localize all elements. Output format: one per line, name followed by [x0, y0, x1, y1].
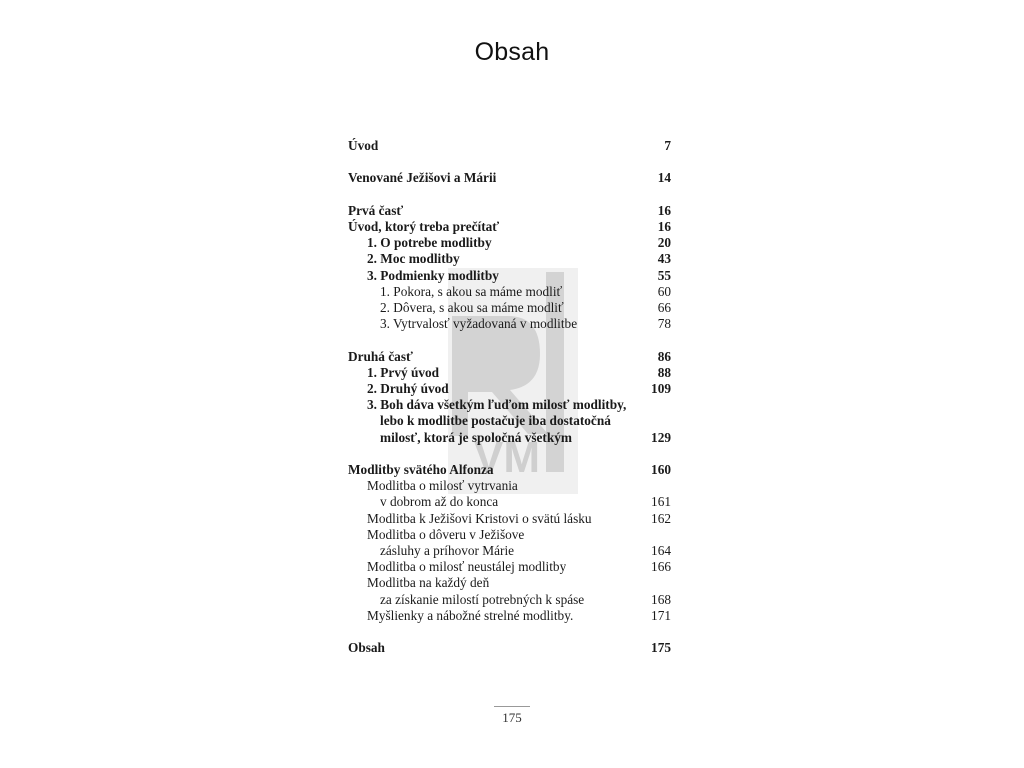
- toc-entry: [348, 462, 671, 478]
- toc-entry-page: 7: [664, 138, 671, 153]
- toc-entry: [348, 511, 671, 527]
- toc-entry-label: 1. O potrebe modlitby: [367, 235, 492, 251]
- toc-entry: [348, 494, 671, 510]
- toc-entry-label: 3. Vytrvalosť vyžadovaná v modlitbe: [380, 316, 578, 332]
- toc-entry-page: 55: [657, 267, 671, 283]
- toc-entry-label: 2. Moc modlitby: [367, 251, 460, 267]
- toc-spacer: [348, 624, 671, 640]
- toc-spacer: [348, 446, 671, 462]
- toc-entry-label: 2. Druhý úvod: [367, 381, 449, 396]
- toc-entry: [348, 640, 671, 656]
- toc-entry-label: Modlitba na každý deň: [367, 575, 490, 591]
- toc-entry-page: 78: [657, 316, 671, 332]
- toc-entry-page: 88: [657, 364, 671, 380]
- toc-entry-page: 60: [657, 283, 671, 299]
- toc-entry: [348, 397, 671, 413]
- toc-entry-page: 162: [651, 510, 671, 526]
- toc-entry-label: lebo k modlitbe postačuje iba dostatočná: [380, 413, 611, 429]
- table-of-contents: [348, 138, 671, 656]
- toc-entry-label: 3. Boh dáva všetkým ľuďom milosť modlitby,: [367, 397, 627, 413]
- toc-entry-label: 1. Prvý úvod: [367, 364, 440, 380]
- toc-entry-page: 129: [651, 429, 671, 445]
- footer-rule: [494, 706, 530, 707]
- toc-entry-page: 43: [657, 251, 671, 267]
- toc-entry-label: milosť, ktorá je spoločná všetkým: [380, 429, 572, 445]
- toc-entry-label: Úvod: [348, 138, 379, 153]
- toc-spacer: [348, 332, 671, 348]
- toc-entry-label: Obsah: [348, 640, 385, 656]
- toc-entry-label: 1. Pokora, s akou sa máme modliť: [380, 283, 563, 299]
- toc-entry: [348, 235, 671, 251]
- toc-entry: [348, 300, 671, 316]
- toc-entry-page: 160: [651, 462, 671, 477]
- toc-entry-label: Prvá časť: [348, 202, 404, 218]
- toc-entry-label: Modlitba o milosť vytrvania: [367, 478, 518, 494]
- toc-entry-page: 164: [651, 543, 671, 559]
- toc-entry: [348, 592, 671, 608]
- toc-entry-label: Modlitba o milosť neustálej modlitby: [367, 559, 567, 575]
- toc-entry: [348, 478, 671, 494]
- toc-entry-page: 161: [651, 494, 671, 510]
- page-title: Obsah: [474, 38, 550, 66]
- toc-entry-label: Úvod, ktorý treba prečítať: [348, 218, 500, 234]
- toc-entry: [348, 316, 671, 332]
- toc-entry: [348, 349, 671, 365]
- toc-entry-page: 20: [657, 235, 671, 251]
- toc-entry: [348, 219, 671, 235]
- toc-entry: [348, 527, 671, 543]
- toc-entry: [348, 559, 671, 575]
- toc-entry: [348, 170, 671, 186]
- toc-entry-page: 66: [657, 300, 671, 315]
- toc-entry: [348, 543, 671, 559]
- toc-entry-label: Druhá časť: [348, 348, 413, 364]
- toc-entry: [348, 251, 671, 267]
- toc-entry: [348, 268, 671, 284]
- toc-entry-label: Myšlienky a nábožné strelné modlitby.: [367, 607, 574, 623]
- toc-entry-page: 166: [651, 559, 671, 575]
- watermark-text: VM: [474, 433, 540, 482]
- toc-entry-page: 14: [657, 170, 671, 186]
- toc-entry-label: Venované Ježišovi a Márii: [348, 170, 497, 186]
- toc-entry: [348, 284, 671, 300]
- page-number: 175: [502, 710, 522, 725]
- toc-entry-label: Modlitba o dôveru v Ježišove: [367, 526, 525, 542]
- toc-entry-page: 109: [651, 381, 671, 396]
- toc-entry: [348, 575, 671, 591]
- toc-entry-label: za získanie milostí potrebných k spáse: [380, 591, 585, 607]
- toc-entry: [348, 430, 671, 446]
- toc-entry-label: Modlitby svätého Alfonza: [348, 462, 494, 477]
- toc-entry-page: 16: [657, 202, 671, 218]
- toc-entry-label: Modlitba k Ježišovi Kristovi o svätú lásku: [367, 510, 592, 526]
- toc-entry: [348, 608, 671, 624]
- toc-entry-label: 3. Podmienky modlitby: [367, 267, 499, 283]
- toc-entry-page: 16: [657, 218, 671, 234]
- toc-entry: [348, 138, 671, 154]
- toc-entry-page: 168: [651, 591, 671, 607]
- toc-entry: [348, 365, 671, 381]
- toc-entry-page: 171: [651, 607, 671, 623]
- toc-entry-label: v dobrom až do konca: [380, 494, 499, 510]
- toc-entry: [348, 413, 671, 429]
- toc-entry-label: 2. Dôvera, s akou sa máme modliť: [380, 300, 564, 315]
- toc-entry-label: zásluhy a príhovor Márie: [380, 543, 515, 559]
- toc-spacer: [348, 187, 671, 203]
- toc-entry: [348, 203, 671, 219]
- toc-entry-page: 175: [651, 640, 671, 656]
- toc-spacer: [348, 154, 671, 170]
- toc-entry-page: 86: [657, 348, 671, 364]
- toc-entry: [348, 381, 671, 397]
